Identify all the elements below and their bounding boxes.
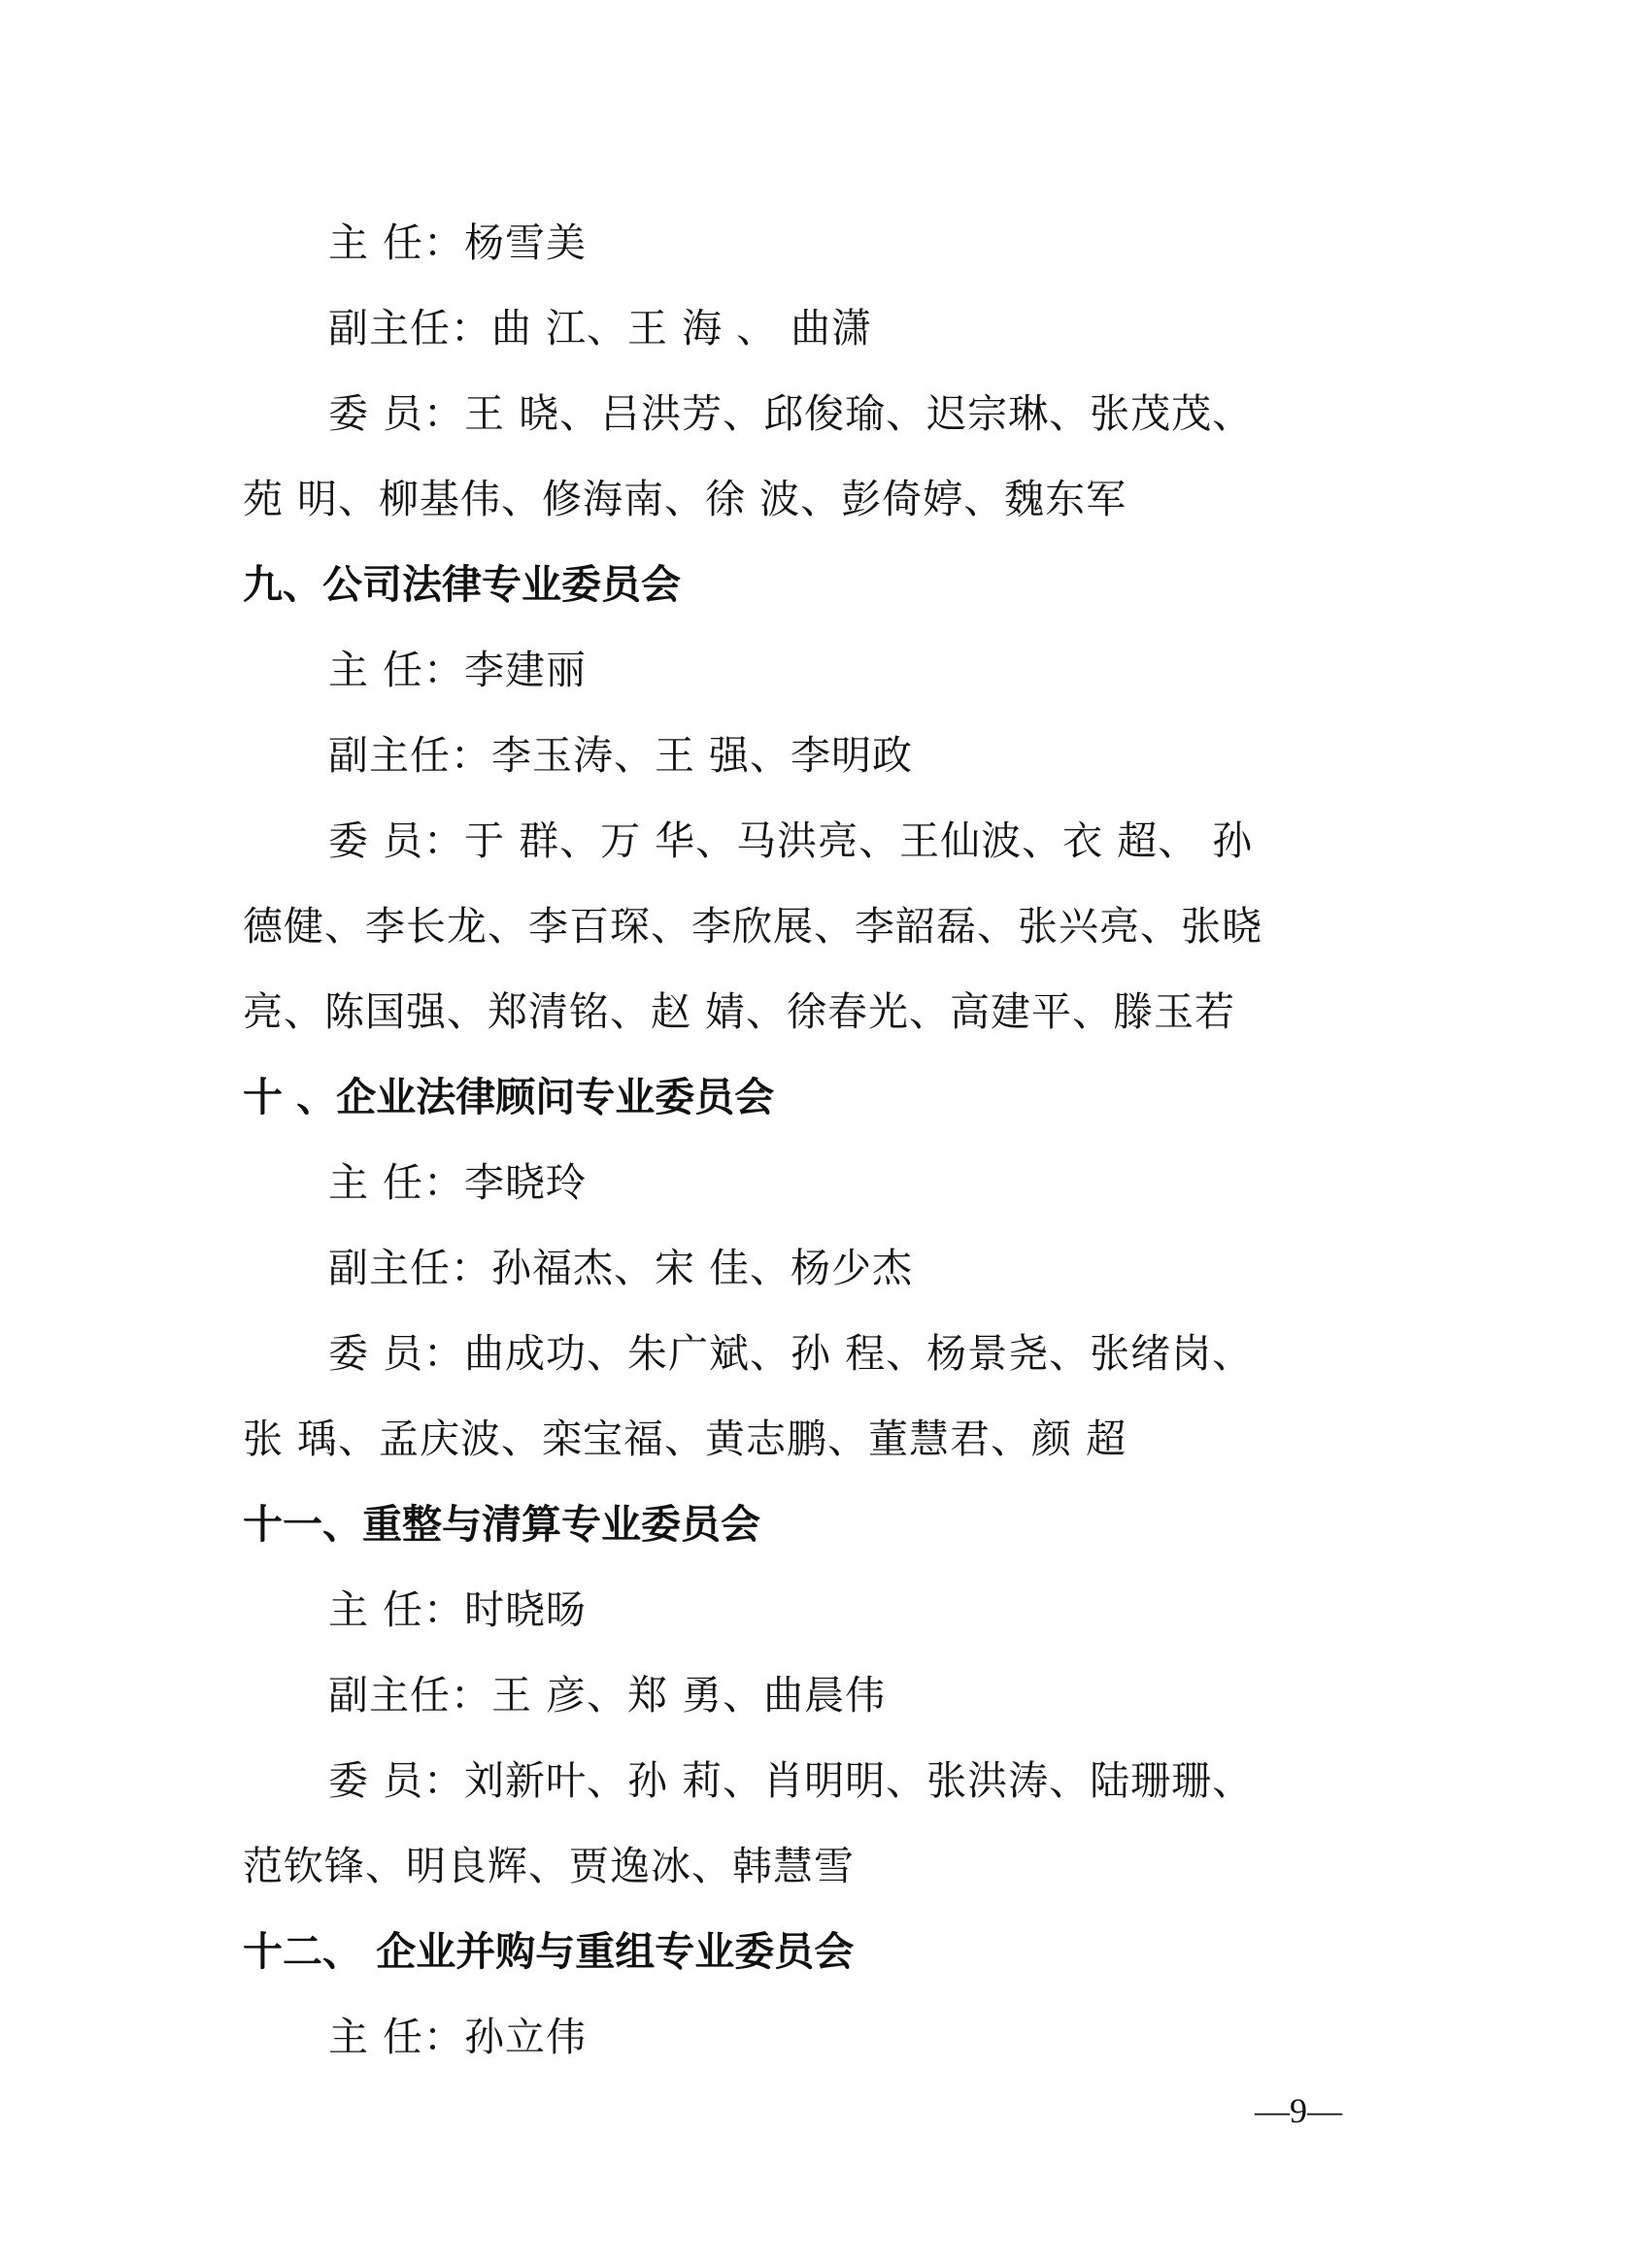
deputy-director-line-section-11: 副主任：王 彦、郑 勇、曲晨伟 [328,1672,887,1718]
members-line-section-8-1: 委 员：王 晓、吕洪芳、邱俊瑜、迟宗琳、张茂茂、 [328,390,1254,437]
director-line-section-11: 主 任：时晓旸 [328,1586,588,1633]
director-line-section-9: 主 任：李建丽 [328,647,588,693]
director-line-section-8: 主 任：杨雪美 [328,219,588,266]
members-line-section-10-1: 委 员：曲成功、朱广斌、孙 程、杨景尧、张绪岗、 [328,1330,1254,1377]
members-line-section-9-1: 委 员：于 群、万 华、马洪亮、王仙波、衣 超、 孙 [328,817,1254,864]
page-number: —9— [1255,2091,1342,2130]
deputy-director-line-section-10: 副主任：孙福杰、宋 佳、杨少杰 [328,1245,914,1291]
members-line-section-9-2: 德健、李长龙、李百琛、李欣展、李韶磊、张兴亮、张晓 [243,903,1262,950]
section-heading-11: 十一、重整与清算专业委员会 [243,1501,760,1548]
members-line-section-8-2: 苑 明、柳基伟、修海南、徐 波、彭倚婷、魏东军 [243,476,1127,522]
section-heading-12: 十二、 企业并购与重组专业委员会 [243,1928,855,1975]
section-heading-9: 九、公司法律专业委员会 [243,561,681,608]
director-line-section-10: 主 任：李晓玲 [328,1159,588,1206]
section-heading-10: 十 、企业法律顾问专业委员会 [243,1074,775,1120]
members-line-section-10-2: 张 瑀、孟庆波、栾宝福、黄志鹏、董慧君、颜 超 [243,1416,1127,1462]
director-line-section-12: 主 任：孙立伟 [328,2014,588,2060]
members-line-section-9-3: 亮、陈国强、郑清铭、赵 婧、徐春光、高建平、滕玉若 [243,988,1236,1035]
members-line-section-11-2: 范钦锋、明良辉、贾逸冰、韩慧雪 [243,1843,855,1889]
members-line-section-11-1: 委 员：刘新叶、孙 莉、肖明明、张洪涛、陆珊珊、 [328,1757,1254,1804]
deputy-director-line-section-8: 副主任：曲 江、王 海 、 曲潇 [328,305,873,351]
deputy-director-line-section-9: 副主任：李玉涛、王 强、李明政 [328,732,914,779]
